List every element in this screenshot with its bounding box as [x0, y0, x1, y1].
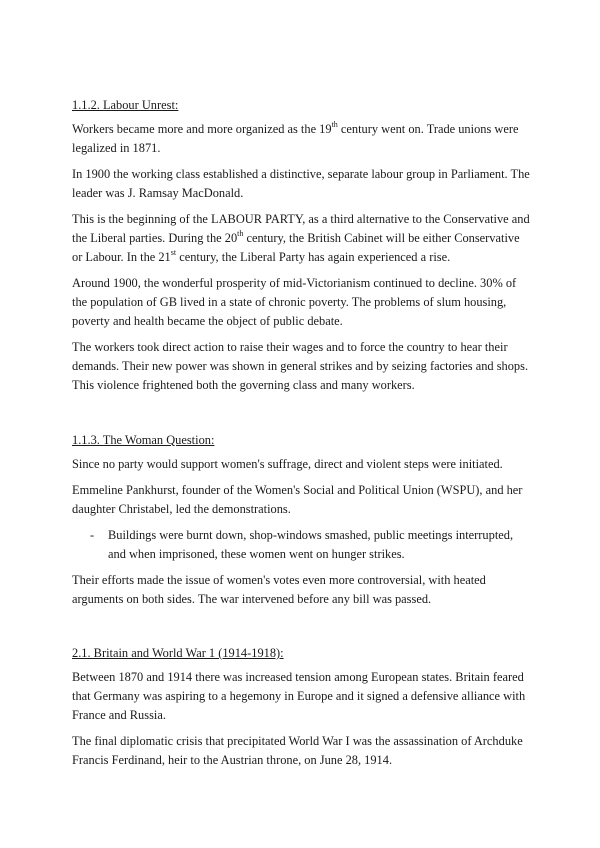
paragraph-text: century went on. Trade unions were legalized in 1871. [72, 122, 519, 155]
paragraph-controversy: Their efforts made the issue of women's votes even more controversial, with heated arguments on both sides. The war intervened before any bill was passed. [72, 573, 486, 606]
section-spacer [72, 616, 532, 644]
paragraph-pankhurst: Emmeline Pankhurst, founder of the Women's Social and Political Union (WSPU), and her daughter Christabel, led the demonstrations. [72, 483, 523, 516]
section-spacer [72, 402, 532, 431]
paragraph-labour-group: In 1900 the working class established a distinctive, separate labour group in Parliament. The leader was J. Ramsay MacDonald. [72, 167, 530, 200]
document-page [72, 96, 532, 777]
section-heading-woman-question: 1.1.3. The Woman Question: [72, 433, 215, 447]
paragraph-labour-party [72, 210, 532, 267]
paragraph-text: century, the British Cabinet will be either Conservative or Labour. In the 21 [72, 231, 520, 264]
paragraph-assassination: The final diplomatic crisis that precipitated World War I was the assassination of Archduke Francis Ferdinand, heir to the Austrian throne, on June 28, 1914. [72, 734, 523, 767]
superscript: th [331, 119, 338, 129]
paragraph-direct-action: The workers took direct action to raise their wages and to force the country to hear their demands. Their new power was shown in general strikes and by seizing factories and shops. This violence frightened both the governing class and many workers. [72, 340, 529, 392]
bullet-dash: - [90, 528, 95, 542]
list-item [72, 526, 532, 564]
paragraph-text: Workers became more and more organized as the 19 [72, 122, 332, 136]
superscript: th [237, 228, 244, 238]
paragraph-poverty: Around 1900, the wonderful prosperity of mid-Victorianism continued to decline. 30% of the population of GB lived in a state of chronic poverty. The problems of slum housing, poverty and health became the object of public debate. [72, 276, 517, 328]
paragraph-trade-unions [72, 120, 532, 158]
paragraph-text: This is the beginning of the LABOUR PARTY, as a third alternative to the Conservative and the Liberal parties. During the 20 [72, 212, 530, 245]
paragraph-european-tension: Between 1870 and 1914 there was increased tension among European states. Britain feared that Germany was aspiring to a hegemony in Europe and it signed a defensive alliance with France and Russia. [72, 670, 526, 722]
paragraph-suffrage: Since no party would support women's suffrage, direct and violent steps were initiated. [72, 457, 503, 471]
superscript: st [170, 247, 177, 257]
section-heading-labour-unrest: 1.1.2. Labour Unrest: [72, 98, 179, 112]
paragraph-text: century, the Liberal Party has again experienced a rise. [176, 250, 451, 264]
bullet-text: Buildings were burnt down, shop-windows smashed, public meetings interrupted, and when imprisoned, these women went on hunger strikes. [108, 528, 514, 561]
section-heading-world-war-1: 2.1. Britain and World War 1 (1914-1918): [72, 646, 284, 660]
